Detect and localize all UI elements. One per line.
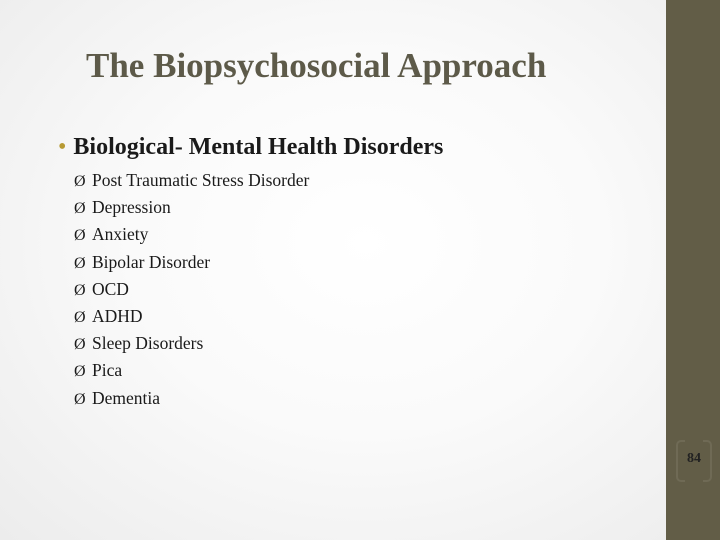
arrow-bullet-icon: Ø bbox=[74, 254, 86, 272]
bullet-dot-icon: • bbox=[58, 134, 67, 160]
slide-title: The Biopsychosocial Approach bbox=[86, 46, 547, 85]
arrow-bullet-icon: Ø bbox=[74, 336, 86, 354]
list-item-text: Dementia bbox=[92, 387, 161, 408]
list-item-text: Anxiety bbox=[92, 224, 149, 245]
list-item-text: Sleep Disorders bbox=[92, 333, 204, 354]
list-item bbox=[74, 303, 309, 330]
page-number: 84 bbox=[687, 451, 701, 466]
list-item bbox=[74, 385, 309, 412]
main-bullet bbox=[58, 134, 658, 161]
right-bracket-icon bbox=[703, 440, 712, 482]
arrow-bullet-icon: Ø bbox=[74, 281, 86, 299]
list-item-text: Bipolar Disorder bbox=[92, 251, 211, 272]
arrow-bullet-icon: Ø bbox=[74, 308, 86, 326]
arrow-bullet-icon: Ø bbox=[74, 173, 86, 190]
list-item-text: OCD bbox=[92, 278, 129, 299]
list-item bbox=[74, 194, 309, 221]
arrow-bullet-icon: Ø bbox=[74, 200, 86, 218]
list-item bbox=[74, 221, 309, 248]
arrow-bullet-icon: Ø bbox=[74, 363, 86, 381]
list-item-text: ADHD bbox=[92, 305, 143, 326]
list-item bbox=[74, 276, 309, 303]
list-item-text: Depression bbox=[92, 197, 171, 218]
list-item-text: Pica bbox=[92, 360, 123, 381]
list-item bbox=[74, 357, 309, 384]
arrow-bullet-icon: Ø bbox=[74, 227, 86, 245]
list-item bbox=[74, 167, 309, 194]
page-number-badge bbox=[676, 440, 712, 480]
list-item bbox=[74, 330, 309, 357]
list-item bbox=[74, 249, 309, 276]
main-bullet-text: Biological- Mental Health Disorders bbox=[73, 134, 444, 160]
arrow-bullet-icon: Ø bbox=[74, 390, 86, 408]
disorder-list bbox=[74, 167, 309, 412]
list-item-text: Post Traumatic Stress Disorder bbox=[92, 170, 310, 190]
